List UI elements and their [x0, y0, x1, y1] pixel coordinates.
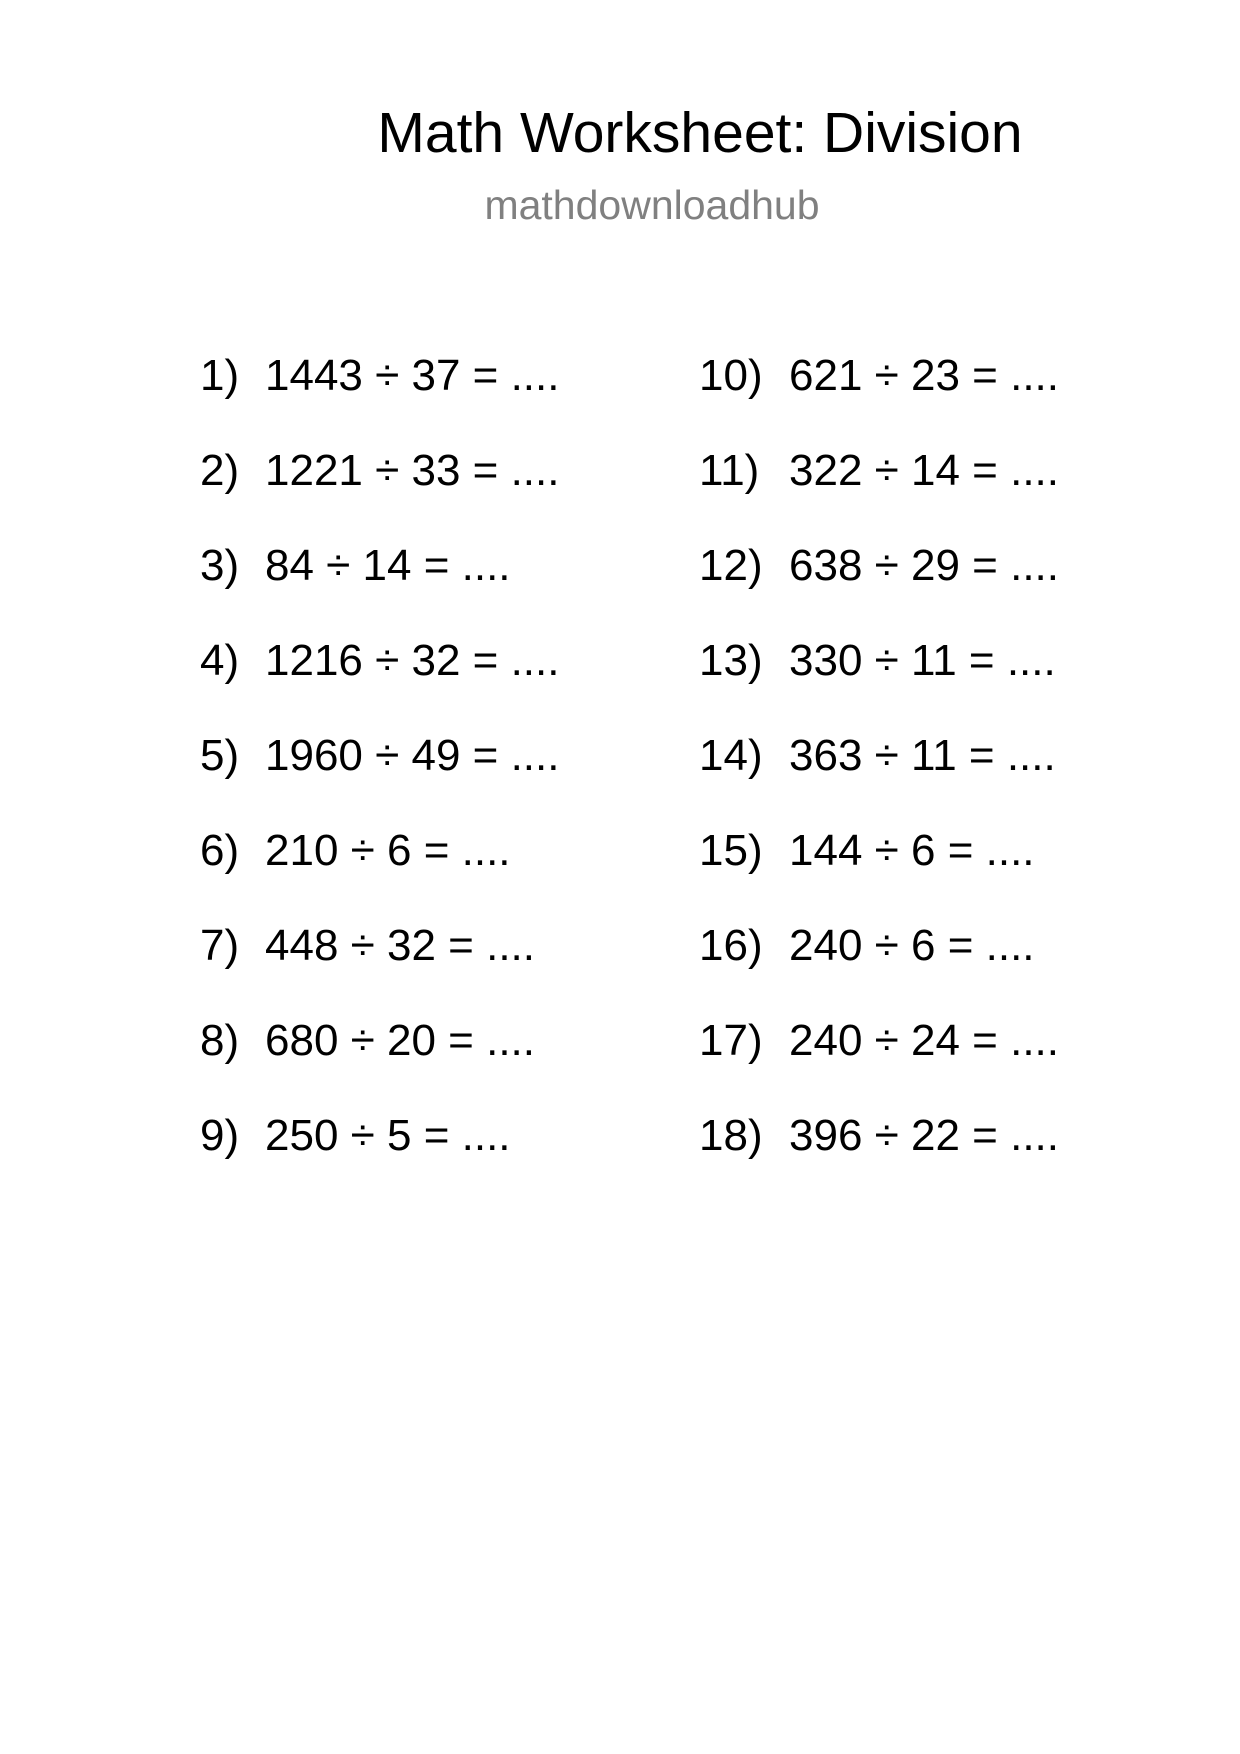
- problem-expression: 240 ÷ 24 = ....: [789, 1016, 1059, 1065]
- problem-number: 15): [699, 826, 763, 875]
- problem-number: 2): [200, 446, 240, 495]
- worksheet-subtitle: mathdownloadhub: [484, 182, 820, 228]
- problem-expression: 322 ÷ 14 = ....: [789, 446, 1059, 495]
- problem-number: 8): [200, 1016, 240, 1065]
- problem-number: 17): [699, 1016, 763, 1065]
- problem-number: 7): [200, 921, 240, 970]
- problem-expression: 363 ÷ 11 = ....: [789, 731, 1056, 780]
- problem-expression: 1960 ÷ 49 = ....: [265, 731, 560, 780]
- problem-expression: 1216 ÷ 32 = ....: [265, 636, 560, 685]
- problem-expression: 250 ÷ 5 = ....: [265, 1111, 511, 1160]
- problem-expression: 1221 ÷ 33 = ....: [265, 446, 560, 495]
- problem-number: 6): [200, 826, 240, 875]
- problem-expression: 638 ÷ 29 = ....: [789, 541, 1059, 590]
- worksheet-title: Math Worksheet: Division: [377, 101, 1023, 165]
- problem-number: 14): [699, 731, 763, 780]
- problem-expression: 330 ÷ 11 = ....: [789, 636, 1056, 685]
- problem-expression: 680 ÷ 20 = ....: [265, 1016, 535, 1065]
- problem-number: 16): [699, 921, 763, 970]
- problem-number: 9): [200, 1111, 240, 1160]
- problem-number: 5): [200, 731, 240, 780]
- problem-expression: 84 ÷ 14 = ....: [265, 541, 511, 590]
- problem-expression: 396 ÷ 22 = ....: [789, 1111, 1059, 1160]
- problem-expression: 621 ÷ 23 = ....: [789, 351, 1059, 400]
- problem-number: 3): [200, 541, 240, 590]
- problem-number: 11): [699, 446, 760, 495]
- problem-number: 1): [200, 351, 240, 400]
- problem-expression: 240 ÷ 6 = ....: [789, 921, 1035, 970]
- problem-number: 13): [699, 636, 763, 685]
- problem-expression: 144 ÷ 6 = ....: [789, 826, 1035, 875]
- problem-number: 12): [699, 541, 763, 590]
- problem-number: 18): [699, 1111, 763, 1160]
- problem-expression: 1443 ÷ 37 = ....: [265, 351, 560, 400]
- problem-expression: 210 ÷ 6 = ....: [265, 826, 511, 875]
- problem-expression: 448 ÷ 32 = ....: [265, 921, 535, 970]
- problem-number: 4): [200, 636, 240, 685]
- problem-number: 10): [699, 351, 763, 400]
